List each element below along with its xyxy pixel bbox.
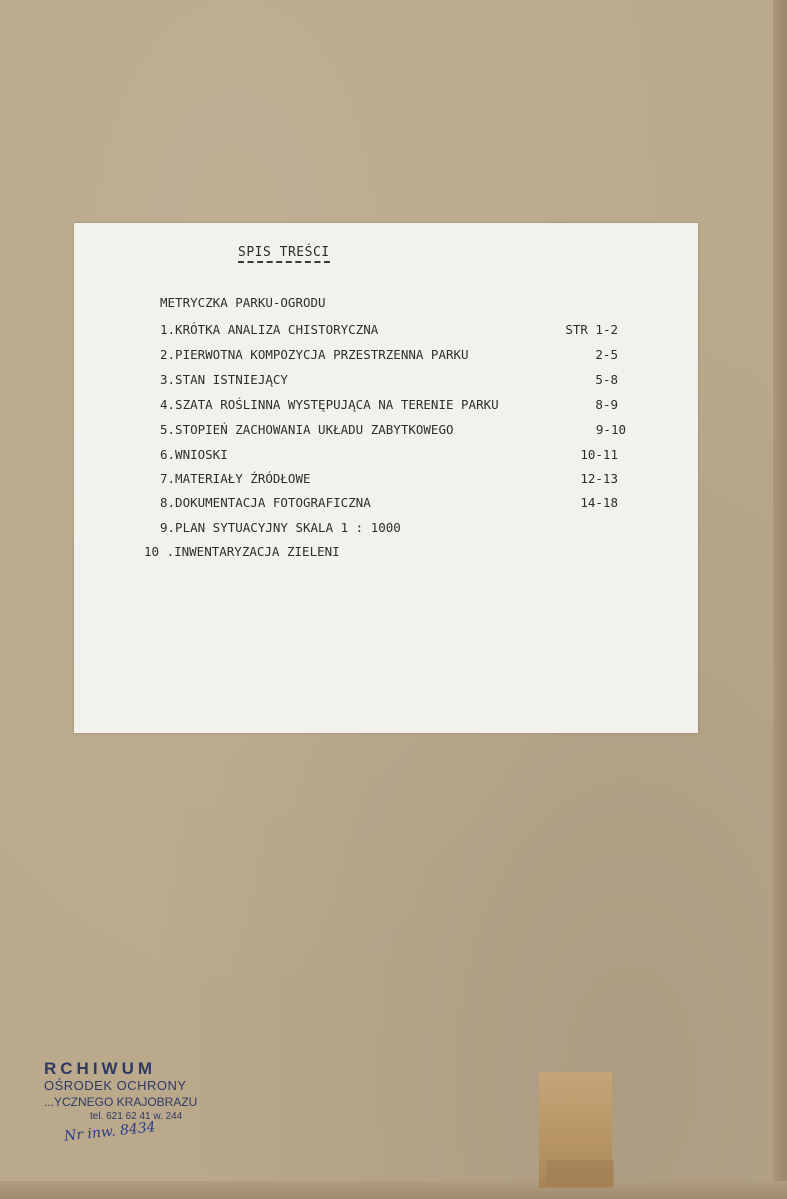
stamp-line-4: tel. 621 62 41 w. 244 [90, 1111, 183, 1122]
toc-entry-text: 1.KRÓTKA ANALIZA CHISTORYCZNA [160, 322, 379, 337]
toc-entry-pages: 12-13 [580, 471, 618, 486]
toc-entry-pages: 10-11 [580, 447, 618, 462]
toc-row [74, 322, 698, 342]
toc-entry-pages: 2-5 [595, 347, 618, 362]
toc-entry-text: 3.STAN ISTNIEJĄCY [160, 372, 288, 387]
table-of-contents-sheet [74, 223, 698, 733]
adhesive-tape-shadow [546, 1160, 614, 1186]
toc-entry-pages: 8-9 [595, 397, 618, 412]
toc-title: SPIS TREŚCI [238, 245, 330, 263]
toc-entry-text: 6.WNIOSKI [160, 447, 228, 462]
toc-entry-text: 8.DOKUMENTACJA FOTOGRAFICZNA [160, 495, 371, 510]
toc-entry-text: 10 .INWENTARYZACJA ZIELENI [144, 544, 340, 559]
toc-row [74, 372, 698, 392]
toc-row [74, 347, 698, 367]
stamp-line-3: ...YCZNEGO KRAJOBRAZU [44, 1095, 198, 1109]
toc-entry-pages: STR 1-2 [565, 322, 618, 337]
toc-entry-text: 5.STOPIEŃ ZACHOWANIA UKŁADU ZABYTKOWEGO [160, 422, 454, 437]
toc-entry-text: 9.PLAN SYTUACYJNY SKALA 1 : 1000 [160, 520, 401, 535]
toc-entry-text: 4.SZATA ROŚLINNA WYSTĘPUJĄCA NA TERENIE PARKU [160, 397, 499, 412]
inventory-number-handwriting: Nr inw. 8434 [63, 1119, 157, 1145]
toc-entry-text: 2.PIERWOTNA KOMPOZYCJA PRZESTRZENNA PARKU [160, 347, 469, 362]
toc-entry-pages: 14-18 [580, 495, 618, 510]
archive-stamp [44, 1060, 197, 1124]
toc-subtitle: METRYCZKA PARKU-OGRODU [160, 295, 326, 310]
toc-row [74, 520, 698, 540]
toc-entry-pages: 9-10 [595, 422, 626, 437]
stamp-line-1: RCHIWUM [44, 1059, 157, 1078]
toc-row [74, 544, 698, 564]
toc-row [74, 495, 698, 515]
toc-entry-pages: 5-8 [595, 372, 618, 387]
toc-row [74, 447, 698, 467]
board-right-edge [773, 0, 787, 1199]
toc-entry-text: 7.MATERIAŁY ŹRÓDŁOWE [160, 471, 311, 486]
board-bottom-edge [0, 1181, 787, 1199]
stamp-line-2: OŚRODEK OCHRONY [44, 1078, 187, 1093]
toc-row [74, 397, 698, 417]
toc-row [74, 422, 698, 442]
toc-row [74, 471, 698, 491]
